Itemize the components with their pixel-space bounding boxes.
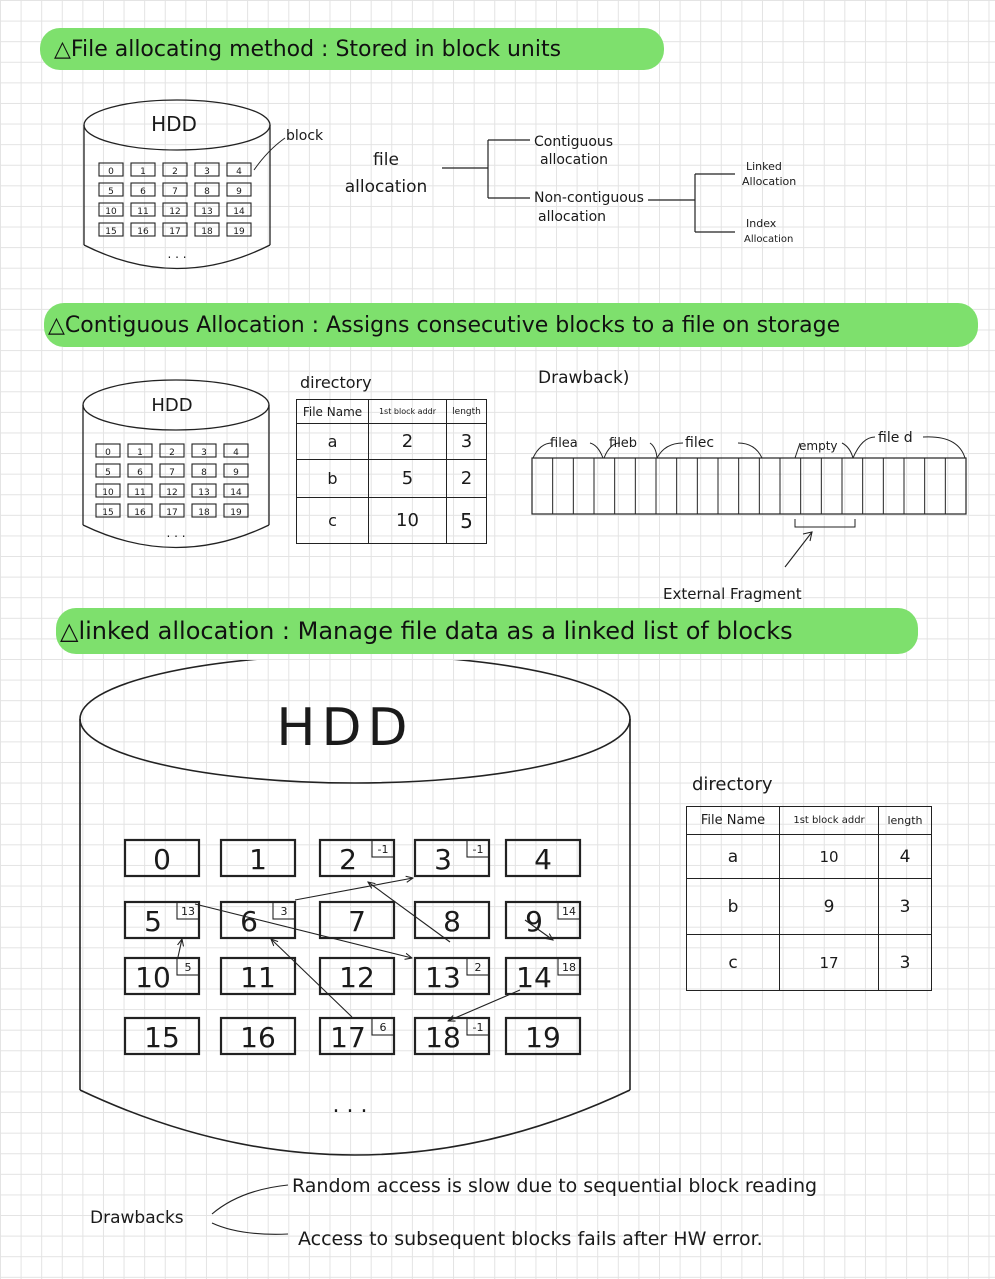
block-number-15: 15 (102, 508, 114, 518)
s3-header-first-block: 1st block addr (780, 807, 879, 835)
s2-row-b-length: 2 (447, 460, 487, 498)
block-number-5: 5 (105, 468, 111, 478)
block-number-4: 4 (534, 843, 552, 876)
section3-directory-label: directory (692, 774, 773, 795)
block-number-1: 1 (137, 448, 143, 458)
s3-header-length: length (879, 807, 932, 835)
section1-hdd-label: HDD (151, 112, 197, 136)
block-number-8: 8 (204, 187, 210, 197)
strip-label-empty: empty (799, 439, 838, 453)
strip-label-filed: file d (878, 430, 913, 446)
block-number-17: 17 (169, 227, 181, 237)
storage-strip (532, 458, 966, 514)
s3-row-c-name: c (687, 935, 780, 991)
tree-root-line1: file (373, 150, 399, 170)
pointer-value-14: 18 (562, 961, 576, 974)
tree-contiguous-line1: Contiguous (534, 134, 614, 150)
block-number-2: 2 (169, 448, 175, 458)
block-number-9: 9 (233, 468, 239, 478)
section1-blocks (99, 163, 251, 237)
block-number-13: 13 (201, 207, 213, 217)
block-number-4: 4 (233, 448, 239, 458)
drawback-item-2: Access to subsequent blocks fails after HW error. (298, 1228, 763, 1250)
strip-label-filec: filec (685, 435, 715, 451)
block-number-18: 18 (198, 508, 210, 518)
block-number-14: 14 (230, 488, 242, 498)
block-number-16: 16 (137, 227, 149, 237)
s3-row-a-length: 4 (879, 835, 932, 879)
block-number-12: 12 (166, 488, 178, 498)
section2-title-highlight (44, 303, 978, 347)
block-number-15: 15 (144, 1021, 180, 1054)
block-number-6: 6 (140, 187, 146, 197)
block-number-6: 6 (240, 905, 258, 938)
strip-outline (532, 458, 966, 514)
section1-title: △File allocating method : Stored in block units (54, 36, 562, 62)
tree-noncontiguous-line1: Non-contiguous (534, 190, 644, 206)
pointer-value-18: -1 (472, 1021, 484, 1034)
block-number-17: 17 (330, 1021, 366, 1054)
drawback-label: Drawback) (538, 368, 630, 388)
block-number-16: 16 (240, 1021, 276, 1054)
block-number-2: 2 (172, 167, 178, 177)
tree-index-line1: Index (746, 217, 777, 230)
block-number-11: 11 (240, 961, 276, 994)
drawback-branch-bottom (212, 1223, 288, 1234)
s2-row-a-name: a (297, 424, 369, 460)
block-number-19: 19 (230, 508, 242, 518)
s3-row-b-addr: 9 (780, 879, 879, 935)
section2-directory-label: directory (300, 373, 372, 392)
section3-title: △linked allocation : Manage file data as a linked list of blocks (60, 617, 793, 645)
block-number-7: 7 (169, 468, 175, 478)
pointer-value-9: 14 (562, 905, 576, 918)
block-number-1: 1 (249, 843, 267, 876)
block-number-18: 18 (201, 227, 213, 237)
block-number-19: 19 (233, 227, 245, 237)
block-number-19: 19 (525, 1021, 561, 1054)
section3-hdd-label: HDD (276, 698, 414, 758)
block-number-2: 2 (339, 843, 357, 876)
block-number-4: 4 (236, 167, 242, 177)
block-number-12: 12 (339, 961, 375, 994)
s3-row-a-addr: 10 (780, 835, 879, 879)
block-number-12: 12 (169, 207, 181, 217)
s2-row-b-name: b (297, 460, 369, 498)
s3-row-b-length: 3 (879, 879, 932, 935)
tree-index-line2: Allocation (744, 234, 794, 245)
block-number-10: 10 (135, 961, 171, 994)
section2-blocks (96, 444, 248, 518)
block-number-11: 11 (137, 207, 149, 217)
block-number-5: 5 (108, 187, 114, 197)
s3-row-c-addr: 17 (780, 935, 879, 991)
pointer-value-17: 6 (379, 1021, 387, 1034)
tree-noncontiguous-line2: allocation (538, 209, 607, 225)
tree-linked-line1: Linked (746, 160, 782, 173)
pointer-value-2: -1 (377, 843, 389, 856)
section1-title-highlight (40, 28, 664, 70)
block-number-1: 1 (140, 167, 146, 177)
section3-title-highlight (56, 608, 918, 654)
block-number-3: 3 (434, 843, 452, 876)
block-number-3: 3 (201, 448, 207, 458)
s2-row-a-length: 3 (447, 424, 487, 460)
s3-row-c-length: 3 (879, 935, 932, 991)
pointer-value-5: 13 (181, 905, 195, 918)
block-number-3: 3 (204, 167, 210, 177)
section2-hdd-label: HDD (151, 395, 193, 416)
pointer-value-6: 3 (280, 905, 288, 918)
drawbacks-label: Drawbacks (90, 1208, 184, 1228)
tree-contiguous-line2: allocation (540, 152, 609, 168)
section1-ellipsis: . . . (167, 247, 187, 261)
block-number-17: 17 (166, 508, 178, 518)
block-number-9: 9 (525, 905, 543, 938)
s2-header-filename: File Name (297, 400, 369, 424)
block-number-16: 16 (134, 508, 146, 518)
block-number-0: 0 (108, 167, 114, 177)
s2-row-c-name: c (297, 498, 369, 544)
strip-label-fileb: fileb (609, 436, 638, 451)
block-number-14: 14 (516, 961, 552, 994)
block-number-0: 0 (105, 448, 111, 458)
drawback-item-1: Random access is slow due to sequential block reading (292, 1175, 818, 1197)
section1-diagram (0, 80, 995, 310)
block-number-8: 8 (201, 468, 207, 478)
s2-row-a-addr: 2 (369, 424, 447, 460)
block-number-10: 10 (105, 207, 117, 217)
section1-block-label: block (286, 128, 324, 144)
tree-linked-line2: Allocation (742, 175, 797, 188)
block-number-0: 0 (153, 843, 171, 876)
block-number-13: 13 (425, 961, 461, 994)
s2-header-first-block: 1st block addr (369, 400, 447, 424)
section3-ellipsis: . . . (332, 1093, 368, 1118)
block-number-14: 14 (233, 207, 245, 217)
section2-title: △Contiguous Allocation : Assigns consecutive blocks to a file on storage (48, 312, 841, 338)
s2-row-c-addr: 10 (369, 498, 447, 544)
section2-directory-table (296, 399, 487, 544)
block-number-18: 18 (425, 1021, 461, 1054)
pointer-value-3: -1 (472, 843, 484, 856)
block-number-7: 7 (348, 905, 366, 938)
drawback-branch-top (212, 1185, 288, 1214)
section2-ellipsis: . . . (166, 526, 186, 540)
tree-root-line2: allocation (344, 177, 428, 197)
link-arrows (178, 878, 553, 1021)
block-number-5: 5 (144, 905, 162, 938)
strip-label-filea: filea (550, 436, 578, 451)
s2-row-b-addr: 5 (369, 460, 447, 498)
fragment-bracket (795, 519, 855, 527)
block-number-9: 9 (236, 187, 242, 197)
section3-directory-table (686, 806, 932, 991)
s2-row-c-length: 5 (447, 498, 487, 544)
section2-diagram (0, 355, 995, 605)
s3-row-b-name: b (687, 879, 780, 935)
block-number-13: 13 (198, 488, 210, 498)
pointer-value-13: 2 (474, 961, 482, 974)
block-number-8: 8 (443, 905, 461, 938)
block-number-10: 10 (102, 488, 114, 498)
block-number-15: 15 (105, 227, 117, 237)
pointer-value-10: 5 (184, 961, 192, 974)
s3-header-filename: File Name (687, 807, 780, 835)
s2-header-length: length (447, 400, 487, 424)
fragment-arrow (785, 532, 812, 567)
section3-blocks (125, 840, 580, 1054)
block-number-7: 7 (172, 187, 178, 197)
s3-row-a-name: a (687, 835, 780, 879)
external-fragment-label: External Fragment (663, 585, 802, 603)
block-number-6: 6 (137, 468, 143, 478)
block-number-11: 11 (134, 488, 146, 498)
